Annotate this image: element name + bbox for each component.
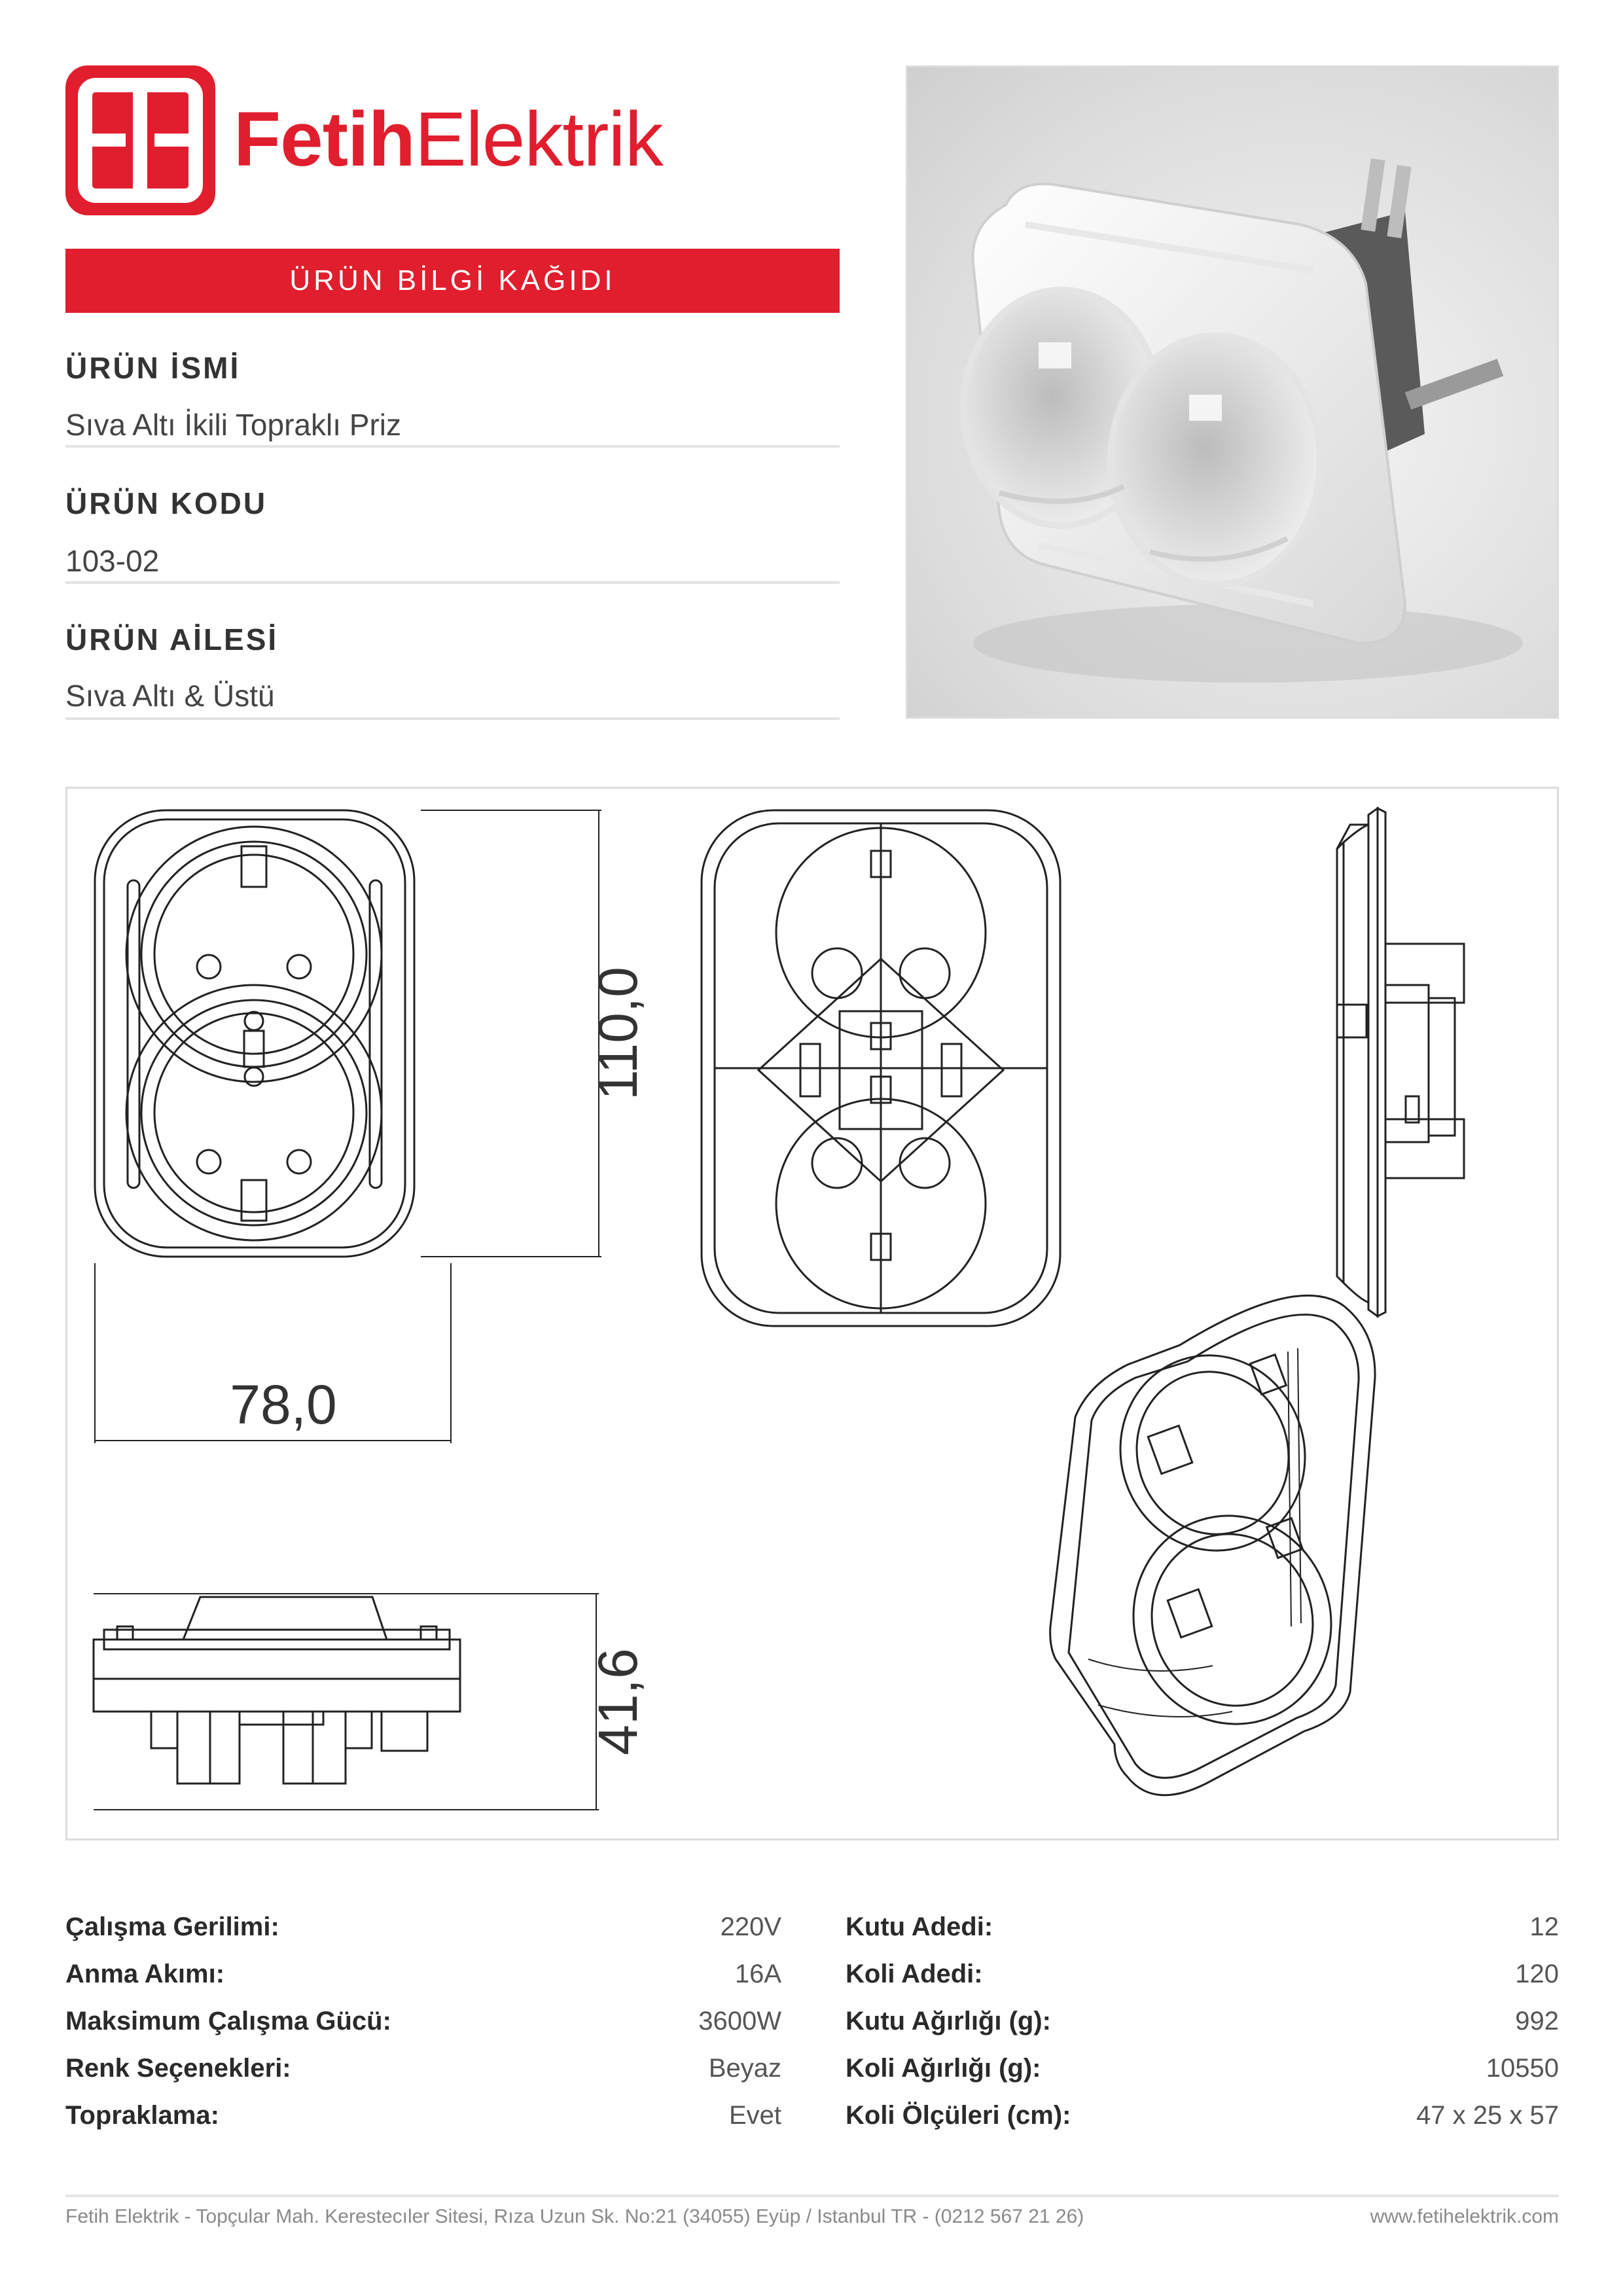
front-view-drawing <box>95 810 601 1443</box>
product-code-label: ÜRÜN KODU <box>65 486 268 520</box>
logo-word-bold: Fetih <box>234 96 415 183</box>
back-view-drawing <box>702 810 1060 1326</box>
divider <box>65 717 840 720</box>
spec-value: 12 <box>1529 1912 1559 1941</box>
spec-label: Renk Seçenekleri: <box>65 2054 291 2083</box>
product-photo <box>906 65 1559 719</box>
spec-value: Beyaz <box>708 2054 781 2083</box>
width-dimension: 78,0 <box>230 1374 337 1435</box>
spec-label: Kutu Ağırlığı (g): <box>846 2007 1051 2036</box>
spec-label: Koli Ölçüleri (cm): <box>846 2101 1071 2130</box>
product-name-label: ÜRÜN İSMİ <box>65 351 241 385</box>
product-family-value: Sıva Altı & Üstü <box>65 679 275 713</box>
footer-divider <box>65 2195 1559 2197</box>
isometric-view-drawing <box>1050 1295 1375 1795</box>
spec-value: 47 x 25 x 57 <box>1416 2101 1559 2130</box>
fe-monogram-icon <box>65 65 215 215</box>
spec-value: 3600W <box>698 2007 781 2036</box>
spec-value: 220V <box>720 1912 781 1941</box>
spec-label: Topraklama: <box>65 2101 219 2130</box>
divider <box>65 445 840 448</box>
document-title-bar: ÜRÜN BİLGİ KAĞIDI <box>65 249 840 313</box>
height-dimension: 110,0 <box>587 967 649 1100</box>
technical-drawing-panel <box>65 787 1559 1840</box>
footer-website-link[interactable]: www.fetihelektrik.com <box>1370 2206 1559 2227</box>
footer-address: Fetih Elektrik - Topçular Mah. Kerestecıler Sitesi, Rıza Uzun Sk. No:21 (34055) Eyüp / Istanbul TR - (0212 567 21 26) <box>65 2206 1084 2227</box>
spec-value: Evet <box>728 2101 781 2130</box>
spec-value: 10550 <box>1486 2054 1559 2083</box>
spec-label: Çalışma Gerilimi: <box>65 1912 279 1941</box>
depth-dimension: 41,6 <box>587 1648 649 1755</box>
spec-label: Koli Ağırlığı (g): <box>846 2054 1041 2083</box>
spec-label: Anma Akımı: <box>65 1960 225 1988</box>
product-code-value: 103-02 <box>65 544 160 578</box>
divider <box>65 581 840 584</box>
spec-label: Maksimum Çalışma Gücü: <box>65 2007 391 2036</box>
spec-value: 992 <box>1515 2007 1559 2036</box>
logo-word-light: Elektrik <box>414 96 663 183</box>
logo-wordmark <box>234 90 663 188</box>
product-family-label: ÜRÜN AİLESİ <box>65 622 279 656</box>
logo-mark <box>65 65 215 215</box>
top-view-drawing <box>94 1594 599 1810</box>
spec-value: 120 <box>1515 1960 1559 1988</box>
side-view-drawing <box>1337 808 1464 1316</box>
spec-label: Koli Adedi: <box>846 1960 983 1988</box>
spec-label: Kutu Adedi: <box>846 1912 993 1941</box>
product-name-value: Sıva Altı İkili Topraklı Priz <box>65 408 401 442</box>
spec-value: 16A <box>734 1960 781 1988</box>
